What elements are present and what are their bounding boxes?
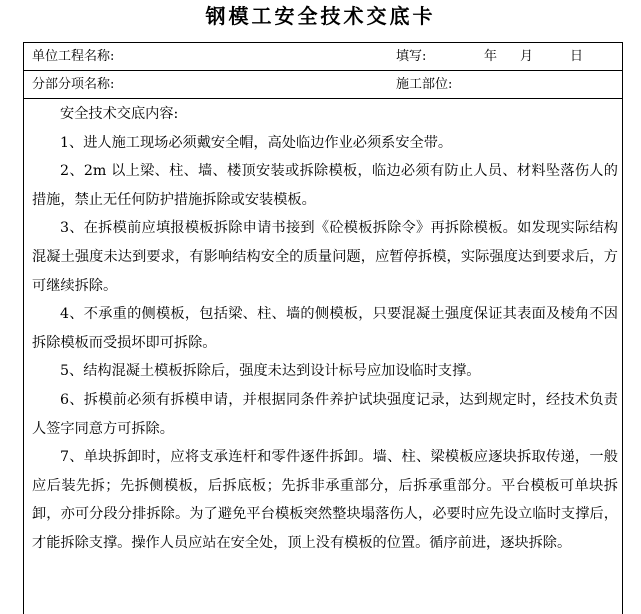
day-label: 日: [570, 49, 584, 64]
clause-3: 3、在拆模前应填报模板拆除申请书接到《砼模板拆除令》再拆除模板。如发现实际结构混凝土强度未达到要求，有影响结构安全的质量问题，应暂停拆模，实际强度达到要求后，方可继续拆除。: [32, 220, 618, 294]
clause-7: 7、单块拆卸时，应将支承连杆和零件逐件拆卸。墙、柱、梁模板应逐块拆取传递，一般应后装先拆；先拆侧模板，后拆底板；先拆非承重部分，后拆承重部分。平台模板可单块拆卸，亦可分段分排拆除。为了避免平台模板突然整块塌落伤人，必要时应先设立临时支撑后，才能拆除支撑。操作人员应站在安全处，顶上没有模板的位置。循序前进，逐块拆除。: [32, 449, 618, 551]
page-title: 钢模工安全技术交底卡: [205, 4, 436, 28]
header-row-sub: [24, 71, 622, 99]
disclosure-content: [24, 100, 622, 558]
header-row-unit: [24, 43, 622, 71]
construction-site-label: 施工部位:: [396, 77, 453, 92]
month-label: 月: [520, 49, 534, 64]
year-label: 年: [484, 49, 498, 64]
unit-project-name-label: 单位工程名称:: [32, 49, 115, 64]
disclosure-form: [23, 42, 623, 614]
sub-item-name-label: 分部分项名称:: [32, 77, 115, 92]
clause-1: 1、进人施工现场必须戴安全帽，高处临边作业必须系安全带。: [60, 134, 453, 151]
clause-6: 6、拆模前必须有拆模申请，并根据同条件养护试块强度记录，达到规定时，经技术负责人签字同意方可拆除。: [32, 391, 618, 437]
clause-5: 5、结构混凝土模板拆除后，强度未达到设计标号应加设临时支撑。: [60, 363, 481, 380]
filled-by-label: 填写:: [396, 49, 427, 64]
clause-2: 2、2m 以上梁、柱、墙、楼顶安装或拆除模板，临边必须有防止人员、材料坠落伤人的措施，禁止无任何防护措施拆除或安装模板。: [32, 163, 618, 208]
clause-4: 4、不承重的侧模板，包括梁、柱、墙的侧模板，只要混凝土强度保证其表面及棱角不因拆除模板而受损坏即可拆除。: [32, 306, 618, 351]
content-intro: 安全技术交底内容:: [60, 106, 179, 122]
